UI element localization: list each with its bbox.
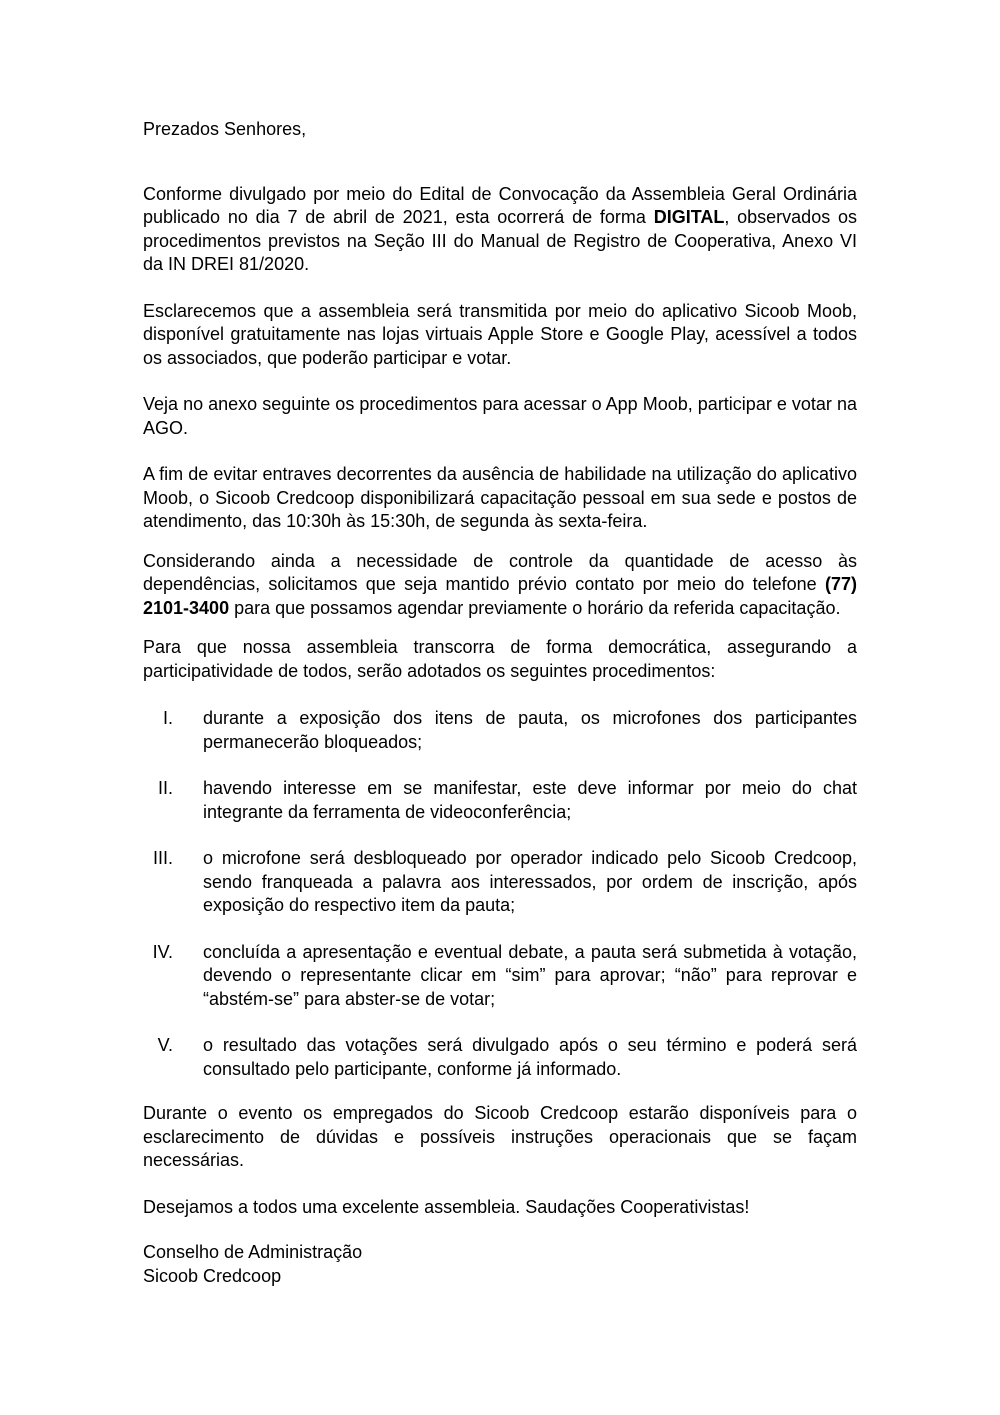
- letter-page: [143, 118, 857, 1288]
- phone-number: (77) 2101-3400: [143, 574, 857, 618]
- list-item-text: o microfone será desbloqueado por operador indicado pelo Sicoob Credcoop, sendo franqueada a palavra aos interessados, por ordem de inscrição, após exposição do respectivo item da pauta;: [203, 848, 857, 915]
- list-item: [143, 777, 857, 824]
- list-item-number: IV.: [152, 941, 173, 962]
- closing-greeting: Desejamos a todos uma excelente assembleia. Saudações Cooperativistas!: [143, 1196, 750, 1217]
- paragraph-training: A fim de evitar entraves decorrentes da ausência de habilidade na utilização do aplicativo Moob, o Sicoob Credcoop disponibilizará capacitação pessoal em sua sede e postos de atendimento, das 10:30h às 15:30h, de segunda às sexta-feira.: [143, 464, 857, 531]
- signature-organization: Sicoob Credcoop: [143, 1266, 282, 1286]
- signature-council: Conselho de Administração: [143, 1242, 363, 1262]
- list-item-text: concluída a apresentação e eventual debate, a pauta será submetida à votação, devendo o representante clicar em “sim” para aprovar; “não” para reprovar e “abstém-se” para abster-se de votar;: [203, 941, 857, 1009]
- paragraph-app-transmission: Esclarecemos que a assembleia será transmitida por meio do aplicativo Sicoob Moob, disponível gratuitamente nas lojas virtuais Apple Store e Google Play, acessível a todos os associados, que poderão participar e votar.: [143, 300, 857, 368]
- list-item: [143, 847, 857, 918]
- procedures-list: [143, 707, 857, 1081]
- list-item-number: II.: [157, 778, 173, 798]
- list-item: [143, 941, 857, 1012]
- paragraph-contact: [143, 550, 857, 621]
- paragraph-convocation: [143, 183, 857, 277]
- paragraph-convocation-text-end: , observados os procedimentos previstos na Seção III do Manual de Registro de Cooperativa, Anexo VI da IN DREI 81/2020.: [143, 207, 857, 274]
- list-item: [143, 1034, 857, 1081]
- list-item: [143, 707, 857, 754]
- list-item-number: I.: [162, 708, 173, 728]
- paragraph-convocation-text: Conforme divulgado por meio do Edital de Convocação da Assembleia Geral Ordinária publicado no dia 7 de abril de 2021, esta ocorrerá de forma: [143, 183, 857, 227]
- greeting: Prezados Senhores,: [143, 119, 307, 139]
- paragraph-attachment: Veja no anexo seguinte os procedimentos para acessar o App Moob, participar e votar na AGO.: [143, 394, 857, 438]
- paragraph-support: Durante o evento os empregados do Sicoob Credcoop estarão disponíveis para o esclarecimento de dúvidas e possíveis instruções operacionais que se façam necessárias.: [143, 1103, 857, 1170]
- digital-emphasis: DIGITAL: [653, 207, 725, 227]
- signature: [143, 1240, 857, 1288]
- list-item-text: durante a exposição dos itens de pauta, os microfones dos participantes permanecerão bloqueados;: [203, 708, 857, 752]
- paragraph-procedures-intro: Para que nossa assembleia transcorra de forma democrática, assegurando a participatividade de todos, serão adotados os seguintes procedimentos:: [143, 637, 857, 681]
- list-item-text: havendo interesse em se manifestar, este deve informar por meio do chat integrante da ferramenta de videoconferência;: [203, 778, 857, 822]
- paragraph-contact-text-end: para que possamos agendar previamente o horário da referida capacitação.: [229, 597, 841, 618]
- paragraph-contact-text: Considerando ainda a necessidade de controle da quantidade de acesso às dependências, solicitamos que seja mantido prévio contato por meio do telefone: [143, 550, 857, 594]
- list-item-number: III.: [152, 848, 173, 868]
- list-item-number: V.: [157, 1035, 173, 1055]
- list-item-text: o resultado das votações será divulgado após o seu término e poderá será consultado pelo participante, conforme já informado.: [203, 1035, 857, 1079]
